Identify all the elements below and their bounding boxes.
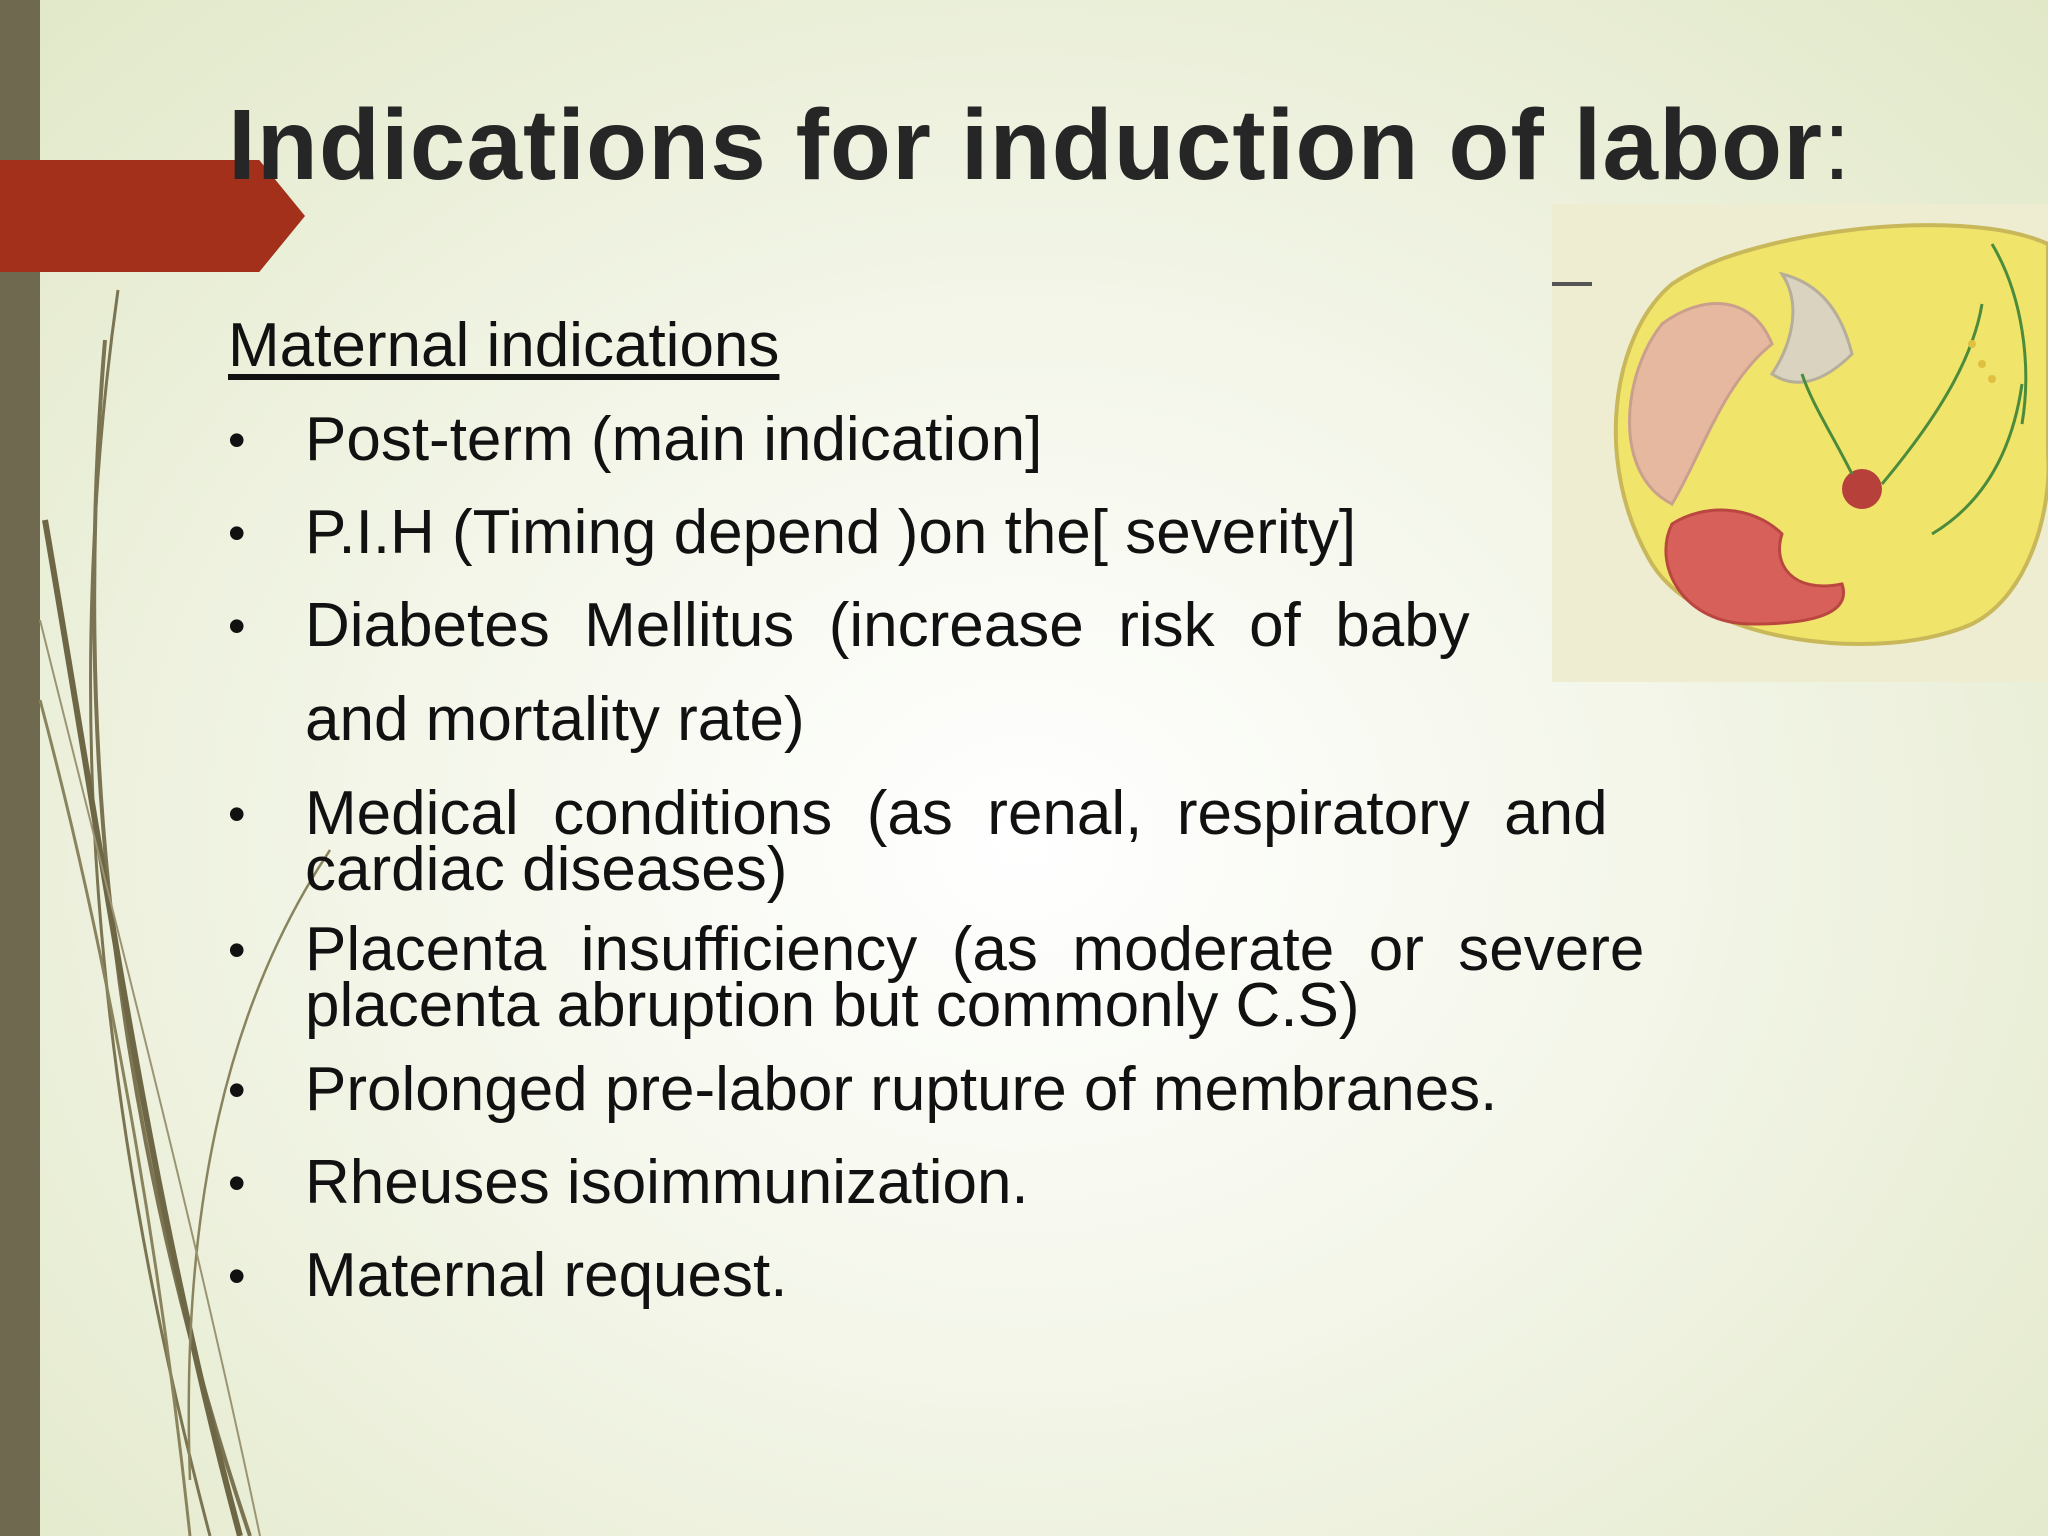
list-item-text: Rheuses isoimmunization.: [305, 1148, 1029, 1217]
title-text: Indications for induction of labor: [228, 89, 1824, 201]
list-item-text: Maternal request.: [305, 1241, 788, 1310]
fetal-anatomy-illustration-icon: [1552, 204, 2048, 682]
bullet-icon: •: [228, 1155, 246, 1211]
list-item-text: Post-term (main indication]: [305, 405, 1043, 474]
section-subheading: Maternal indications: [228, 311, 780, 380]
bullet-icon: •: [228, 1062, 246, 1118]
list-item-text: P.I.H (Timing depend )on the[ severity]: [305, 498, 1357, 567]
bullet-icon: •: [228, 505, 246, 561]
bullet-icon: •: [228, 786, 246, 842]
title-colon: :: [1823, 89, 1852, 201]
bullet-icon: •: [228, 1248, 246, 1304]
bullet-icon: •: [228, 598, 246, 654]
list-item-text: cardiac diseases): [305, 835, 788, 904]
bullet-icon: •: [228, 412, 246, 468]
list-item-text: Prolonged pre-labor rupture of membranes.: [305, 1055, 1498, 1124]
list-item-text: placenta abruption but commonly C.S): [305, 971, 1360, 1040]
list-item-text: and mortality rate): [305, 685, 805, 754]
list-item-text: Placenta insufficiency (as moderate or severe: [305, 915, 1645, 984]
fetal-anatomy-drawing: [1552, 204, 2048, 682]
bullet-icon: •: [228, 922, 246, 978]
list-item-text: Diabetes Mellitus (increase risk of baby: [305, 591, 1470, 660]
list-item-text: Medical conditions (as renal, respiratory and: [305, 779, 1608, 848]
slide-title: [228, 88, 1852, 203]
